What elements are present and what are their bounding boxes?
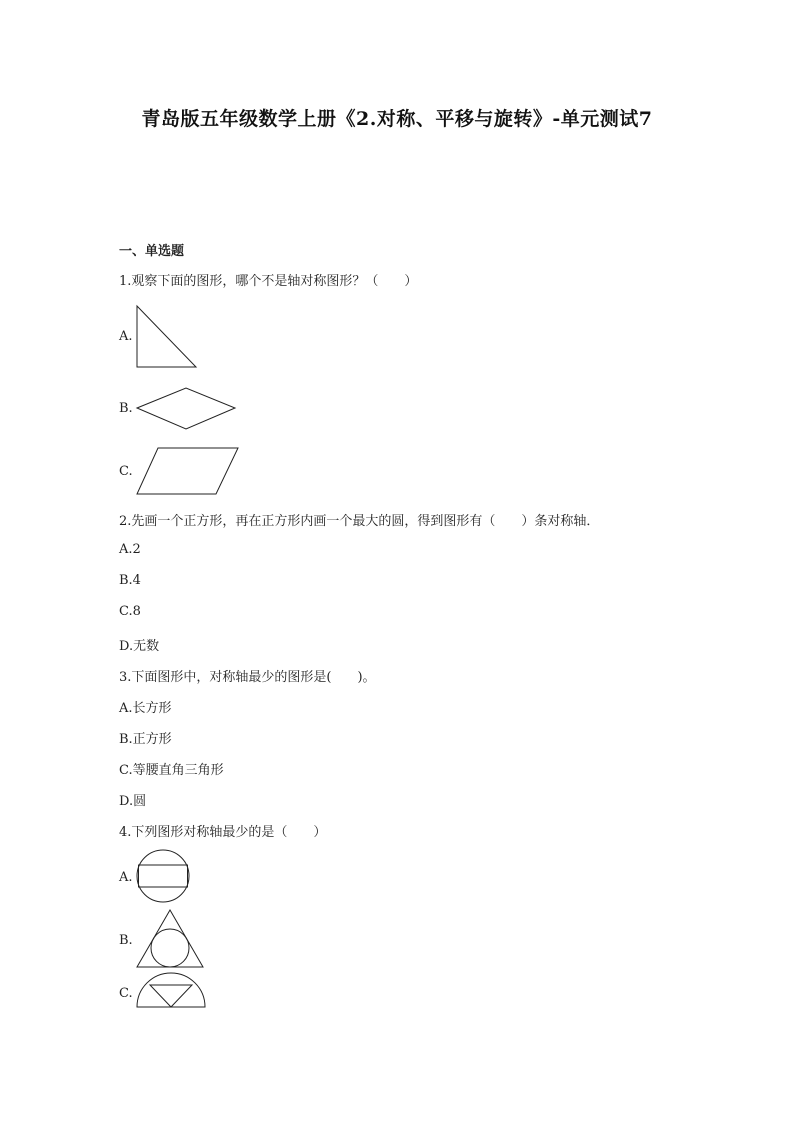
q3-option-c: C.等腰直角三角形 [119,763,224,778]
q1-option-b-label: B. [119,401,133,416]
q2-option-c: C.8 [119,604,141,619]
q2-option-b: B.4 [119,573,141,588]
question-4-stem: 4.下列图形对称轴最少的是（ ） [119,825,327,840]
parallelogram-figure [136,447,240,497]
q1-option-a-label: A. [119,329,133,344]
q2-option-a: A.2 [119,542,141,557]
question-3-stem: 3.下面图形中，对称轴最少的图形是( )。 [119,670,376,685]
q4-option-c-label: C. [119,986,133,1001]
semicircle-shape [137,973,205,1007]
q4-option-a-label: A. [119,870,133,885]
q3-option-b: B.正方形 [119,732,172,747]
page-title: 青岛版五年级数学上册《2.对称、平移与旋转》-单元测试7 [141,108,653,130]
rectangle-in-circle-figure [136,849,190,903]
outer-triangle-shape [137,910,203,967]
outer-circle-shape [137,850,189,902]
right-triangle-shape [137,306,196,367]
question-1-stem: 1.观察下面的图形，哪个不是轴对称图形？（ ） [119,274,418,289]
circle-in-triangle-figure [136,909,206,969]
question-2-stem: 2.先画一个正方形，再在正方形内画一个最大的圆，得到图形有（ ）条对称轴． [119,514,600,529]
rhombus-figure [136,387,238,431]
rhombus-shape [137,388,235,429]
inner-circle-shape [151,929,189,967]
parallelogram-shape [137,448,238,494]
q4-option-b-label: B. [119,933,133,948]
q1-option-c-label: C. [119,464,133,479]
q3-option-a: A.长方形 [119,701,172,716]
section-title: 一、单选题 [119,244,185,259]
triangle-in-semicircle-figure [136,970,208,1010]
q3-option-d: D.圆 [119,794,147,809]
inner-rectangle-shape [139,865,188,887]
inner-triangle-shape [150,985,192,1007]
q2-option-d: D.无数 [119,639,160,654]
right-triangle-figure [136,305,198,369]
